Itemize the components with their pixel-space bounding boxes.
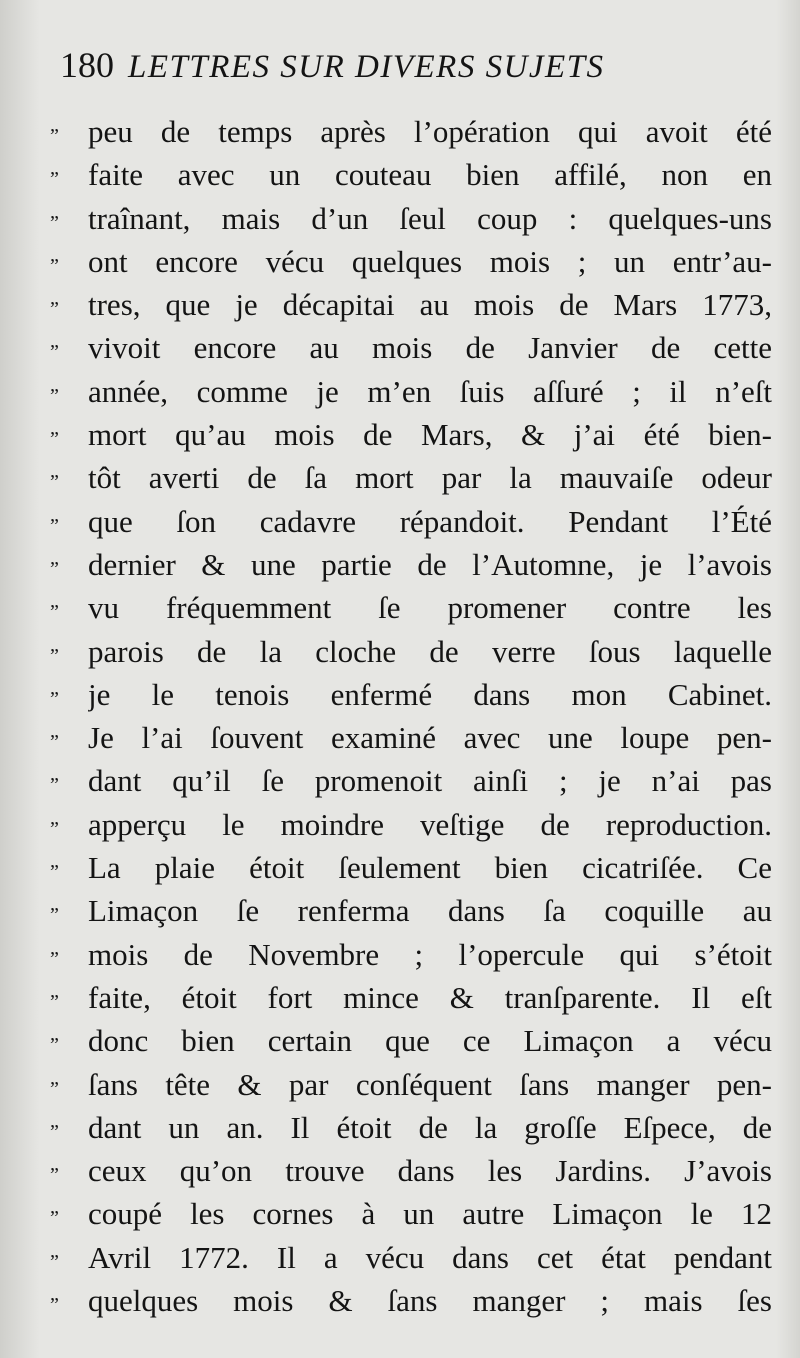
line-text: Avril 1772. Il a vécu dans cet état pendant [88, 1239, 772, 1275]
text-line [50, 716, 772, 759]
text-line [50, 1279, 772, 1322]
text-line [50, 1192, 772, 1235]
line-text: peu de temps après l’opération qui avoit été [88, 114, 772, 149]
line-text: dant qu’il ſe promenoit ainſi ; je n’ai pas [88, 763, 772, 799]
text-line [50, 283, 772, 326]
quotation-mark: ” [50, 428, 59, 451]
line-text: coupé les cornes à un autre Limaçon le 12 [88, 1196, 772, 1232]
quotation-mark: ” [50, 254, 59, 277]
quotation-mark: ” [50, 774, 59, 797]
quotation-mark: ” [50, 125, 59, 147]
quotation-mark: ” [50, 341, 59, 364]
quotation-mark: ” [50, 861, 59, 884]
line-text: dernier & une partie de l’Automne, je l’avois [88, 546, 772, 582]
quotation-mark: ” [50, 644, 59, 667]
text-line [50, 326, 772, 369]
line-text: mort qu’au mois de Mars, & j’ai été bien- [88, 417, 772, 453]
line-text: année, comme je m’en ſuis aſſuré ; il n’eſt [88, 373, 772, 409]
text-line [50, 933, 772, 976]
text-line [50, 630, 772, 673]
line-text: ſans tête & par conſéquent ſans manger pen- [88, 1066, 772, 1102]
quotation-mark: ” [50, 1077, 59, 1100]
text-line [50, 197, 772, 240]
line-text: donc bien certain que ce Limaçon a vécu [88, 1023, 772, 1059]
text-line [50, 1106, 772, 1149]
quotation-mark: ” [50, 601, 59, 624]
quotation-mark: ” [50, 990, 59, 1013]
line-text: que ſon cadavre répandoit. Pendant l’Été [88, 503, 772, 539]
line-text: Je l’ai ſouvent examiné avec une loupe pen- [88, 720, 772, 756]
text-line [50, 153, 772, 196]
text-line [50, 1149, 772, 1192]
line-text: faite avec un couteau bien affilé, non en [88, 157, 772, 193]
line-text: vu fréquemment ſe promener contre les [88, 590, 772, 626]
quotation-mark: ” [50, 471, 59, 494]
line-text: quelques mois & ſans manger ; mais ſes [88, 1283, 772, 1319]
line-text: je le tenois enfermé dans mon Cabinet. [88, 676, 772, 712]
text-line [50, 240, 772, 283]
quotation-mark: ” [50, 168, 59, 191]
text-line [50, 543, 772, 586]
line-text: parois de la cloche de verre ſous laquelle [88, 633, 772, 669]
quotation-mark: ” [50, 1250, 59, 1273]
text-line [50, 803, 772, 846]
line-text: dant un an. Il étoit de la groſſe Eſpece, de [88, 1109, 772, 1145]
running-head: LETTRES SUR DIVERS SUJETS [128, 49, 605, 85]
text-line [50, 456, 772, 499]
quotation-mark: ” [50, 211, 59, 234]
quotation-mark: ” [50, 557, 59, 580]
quotation-mark: ” [50, 1164, 59, 1187]
line-text: tres, que je décapitai au mois de Mars 1773, [88, 287, 772, 323]
text-line [50, 846, 772, 889]
text-line [50, 1019, 772, 1062]
text-line [50, 413, 772, 456]
line-text: La plaie étoit ſeulement bien cicatriſée. Ce [88, 850, 772, 886]
quotation-mark: ” [50, 904, 59, 927]
line-text: traînant, mais d’un ſeul coup : quelques-uns [88, 200, 772, 236]
quotation-mark: ” [50, 687, 59, 710]
text-line [50, 976, 772, 1019]
line-text: faite, étoit fort mince & tranſparente. Il eſt [88, 979, 772, 1015]
quotation-mark: ” [50, 514, 59, 537]
quotation-mark: ” [50, 298, 59, 321]
text-line [50, 110, 772, 153]
line-text: vivoit encore au mois de Janvier de cette [88, 330, 772, 366]
quotation-mark: ” [50, 1034, 59, 1057]
line-text: tôt averti de ſa mort par la mauvaiſe odeur [88, 460, 772, 496]
quotation-mark: ” [50, 384, 59, 407]
text-line [50, 586, 772, 629]
text-line [50, 759, 772, 802]
line-text: Limaçon ſe renferma dans ſa coquille au [88, 893, 772, 929]
text-line [50, 889, 772, 932]
quotation-mark: ” [50, 1207, 59, 1230]
body-text [50, 110, 772, 1322]
text-line [50, 1236, 772, 1279]
page-number: 180 [60, 45, 114, 85]
line-text: apperçu le moindre veſtige de reproduction. [88, 806, 772, 842]
page-header [60, 44, 670, 94]
line-text: mois de Novembre ; l’opercule qui s’étoit [88, 936, 772, 972]
quotation-mark: ” [50, 947, 59, 970]
quotation-mark: ” [50, 1294, 59, 1317]
quotation-mark: ” [50, 1120, 59, 1143]
quotation-mark: ” [50, 731, 59, 754]
text-line [50, 1063, 772, 1106]
text-line [50, 673, 772, 716]
text-line [50, 500, 772, 543]
text-line [50, 370, 772, 413]
quotation-mark: ” [50, 817, 59, 840]
line-text: ont encore vécu quelques mois ; un entr’au- [88, 243, 772, 279]
line-text: ceux qu’on trouve dans les Jardins. J’avois [88, 1153, 772, 1189]
